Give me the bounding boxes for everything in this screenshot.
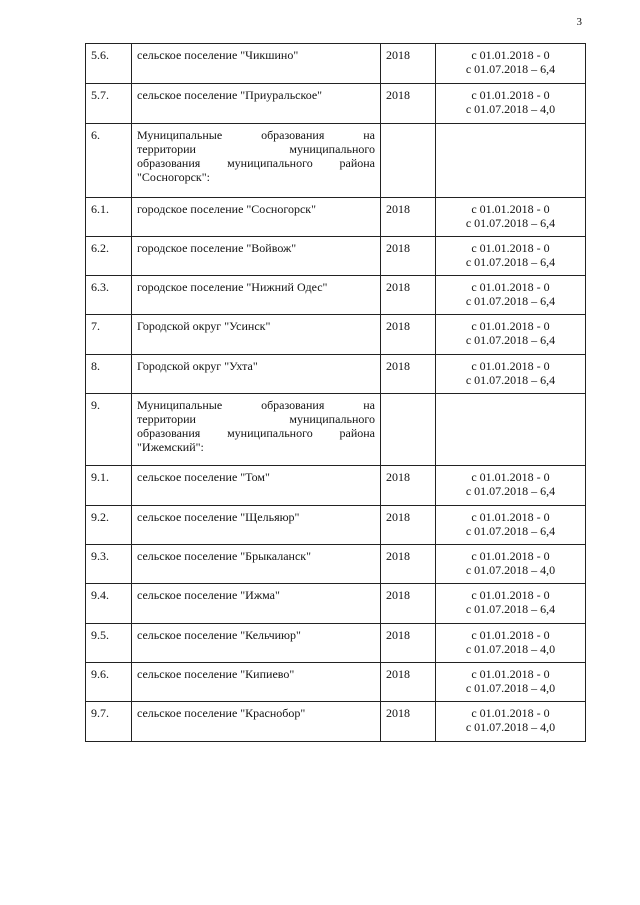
row-number: 6.3.	[86, 276, 132, 315]
table-row	[86, 506, 586, 545]
rate-line-1: с 01.01.2018 - 0	[471, 588, 550, 602]
rate-cell	[436, 198, 586, 237]
year-cell: 2018	[381, 276, 436, 315]
row-number: 6.	[86, 124, 132, 198]
table-row	[86, 276, 586, 315]
heading-line: территории муниципального	[137, 412, 375, 426]
municipality-name: сельское поселение "Приуральское"	[132, 84, 381, 124]
municipality-name: сельское поселение "Том"	[132, 466, 381, 506]
rate-line-1: с 01.01.2018 - 0	[471, 549, 550, 563]
tariff-table	[85, 43, 586, 742]
table-row	[86, 584, 586, 624]
heading-line: образования муниципального района	[137, 156, 375, 170]
rate-line-2: с 01.07.2018 – 6,4	[465, 524, 556, 538]
year-cell: 2018	[381, 584, 436, 624]
section-row	[86, 394, 586, 466]
year-cell: 2018	[381, 84, 436, 124]
row-number: 5.7.	[86, 84, 132, 124]
rate-cell	[436, 84, 586, 124]
rate-line-2: с 01.07.2018 – 6,4	[465, 484, 556, 498]
municipality-name: сельское поселение "Кипиево"	[132, 663, 381, 702]
row-number: 6.1.	[86, 198, 132, 237]
row-number: 9.6.	[86, 663, 132, 702]
table-row	[86, 355, 586, 394]
rate-cell	[436, 545, 586, 584]
rate-line-2: с 01.07.2018 – 6,4	[465, 62, 556, 76]
table-row	[86, 466, 586, 506]
row-number: 5.6.	[86, 44, 132, 84]
year-cell: 2018	[381, 506, 436, 545]
rate-line-2: с 01.07.2018 – 6,4	[465, 255, 556, 269]
rate-line-2: с 01.07.2018 – 4,0	[465, 642, 556, 656]
rate-line-1: с 01.01.2018 - 0	[471, 470, 550, 484]
municipality-name: городское поселение "Войвож"	[132, 237, 381, 276]
rate-line-2: с 01.07.2018 – 4,0	[465, 720, 556, 734]
row-number: 9.3.	[86, 545, 132, 584]
table-row	[86, 44, 586, 84]
row-number: 7.	[86, 315, 132, 355]
rate-line-1: с 01.01.2018 - 0	[471, 202, 550, 216]
rate-cell	[436, 44, 586, 84]
table-row	[86, 624, 586, 663]
year-cell: 2018	[381, 624, 436, 663]
rate-cell	[436, 466, 586, 506]
year-cell	[381, 124, 436, 198]
row-number: 8.	[86, 355, 132, 394]
rate-cell	[436, 237, 586, 276]
page-number: 3	[576, 16, 582, 28]
rate-cell	[436, 506, 586, 545]
rate-cell	[436, 663, 586, 702]
table-row	[86, 84, 586, 124]
table-row	[86, 237, 586, 276]
year-cell: 2018	[381, 198, 436, 237]
rate-line-2: с 01.07.2018 – 4,0	[465, 102, 556, 116]
heading-line: Муниципальные образования на	[137, 128, 375, 142]
rate-line-1: с 01.01.2018 - 0	[471, 359, 550, 373]
row-number: 9.4.	[86, 584, 132, 624]
rate-line-2: с 01.07.2018 – 6,4	[465, 373, 556, 387]
rate-line-1: с 01.01.2018 - 0	[471, 241, 550, 255]
municipality-name: городское поселение "Сосногорск"	[132, 198, 381, 237]
municipality-name: городское поселение "Нижний Одес"	[132, 276, 381, 315]
rate-line-1: с 01.01.2018 - 0	[471, 706, 550, 720]
rate-line-2: с 01.07.2018 – 6,4	[465, 333, 556, 347]
heading-line: "Ижемский":	[137, 440, 204, 454]
year-cell: 2018	[381, 237, 436, 276]
municipality-name: сельское поселение "Кельчиюр"	[132, 624, 381, 663]
rate-cell	[436, 624, 586, 663]
table-row	[86, 315, 586, 355]
year-cell: 2018	[381, 663, 436, 702]
rate-line-1: с 01.01.2018 - 0	[471, 280, 550, 294]
municipality-name: сельское поселение "Брыкаланск"	[132, 545, 381, 584]
municipality-name: сельское поселение "Ижма"	[132, 584, 381, 624]
year-cell: 2018	[381, 355, 436, 394]
row-number: 9.2.	[86, 506, 132, 545]
rate-cell	[436, 315, 586, 355]
rate-cell	[436, 276, 586, 315]
row-number: 9.7.	[86, 702, 132, 742]
section-row	[86, 124, 586, 198]
municipality-name: Городской округ "Ухта"	[132, 355, 381, 394]
heading-line: "Сосногорск":	[137, 170, 210, 184]
section-heading	[132, 394, 381, 466]
municipality-name: Городской округ "Усинск"	[132, 315, 381, 355]
rate-line-1: с 01.01.2018 - 0	[471, 319, 550, 333]
rate-cell	[436, 584, 586, 624]
rate-line-2: с 01.07.2018 – 6,4	[465, 294, 556, 308]
row-number: 9.1.	[86, 466, 132, 506]
heading-line: образования муниципального района	[137, 426, 375, 440]
row-number: 9.5.	[86, 624, 132, 663]
rate-line-2: с 01.07.2018 – 6,4	[465, 216, 556, 230]
heading-line: территории муниципального	[137, 142, 375, 156]
heading-line: Муниципальные образования на	[137, 398, 375, 412]
section-heading	[132, 124, 381, 198]
rate-line-1: с 01.01.2018 - 0	[471, 510, 550, 524]
year-cell: 2018	[381, 545, 436, 584]
rate-cell	[436, 124, 586, 198]
table-row	[86, 198, 586, 237]
rate-line-1: с 01.01.2018 - 0	[471, 88, 550, 102]
year-cell: 2018	[381, 44, 436, 84]
municipality-name: сельское поселение "Щельяюр"	[132, 506, 381, 545]
rate-cell	[436, 394, 586, 466]
row-number: 6.2.	[86, 237, 132, 276]
table-row	[86, 545, 586, 584]
year-cell: 2018	[381, 466, 436, 506]
rate-line-1: с 01.01.2018 - 0	[471, 48, 550, 62]
rate-line-1: с 01.01.2018 - 0	[471, 628, 550, 642]
table-row	[86, 702, 586, 742]
rate-line-1: с 01.01.2018 - 0	[471, 667, 550, 681]
rate-line-2: с 01.07.2018 – 4,0	[465, 563, 556, 577]
row-number: 9.	[86, 394, 132, 466]
rate-cell	[436, 702, 586, 742]
table-row	[86, 663, 586, 702]
municipality-name: сельское поселение "Чикшино"	[132, 44, 381, 84]
year-cell: 2018	[381, 315, 436, 355]
year-cell	[381, 394, 436, 466]
rate-line-2: с 01.07.2018 – 6,4	[465, 602, 556, 616]
municipality-name: сельское поселение "Краснобор"	[132, 702, 381, 742]
year-cell: 2018	[381, 702, 436, 742]
rate-line-2: с 01.07.2018 – 4,0	[465, 681, 556, 695]
rate-cell	[436, 355, 586, 394]
